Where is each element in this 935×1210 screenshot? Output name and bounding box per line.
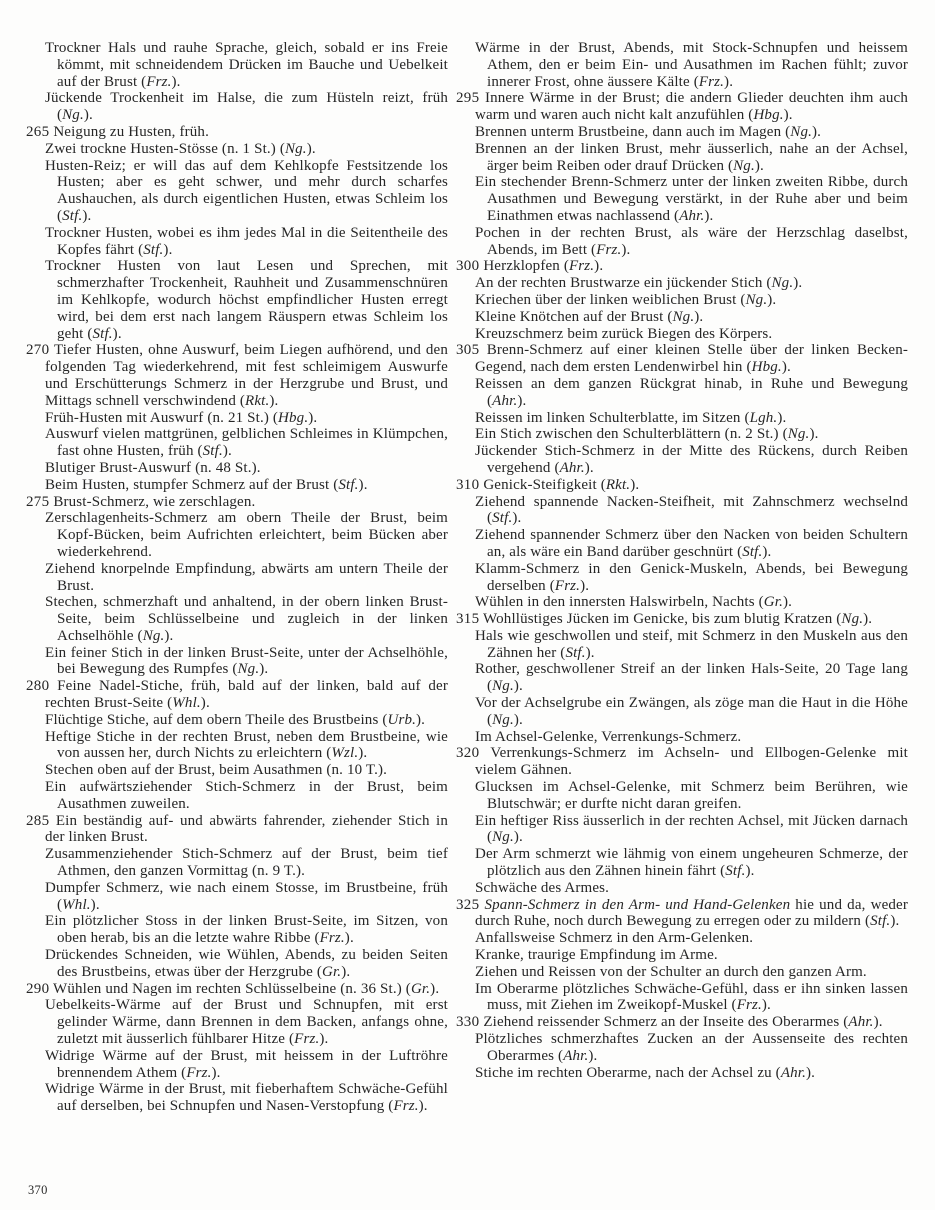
entry-text: Vor der Achselgrube ein Zwängen, als zöge man die Haut in die Höhe ( — [475, 695, 908, 728]
entry-text: Tiefer Husten, ohne Auswurf, beim Liegen aufhörend, und den folgenden Tag wiederkehrend, mit fest schleimigem Auswurfe und Erschütterungs Schmerz in der Herzgrube und Brust, und Mittags schnell verschwindend ( — [45, 342, 448, 409]
symptom-entry — [26, 225, 448, 259]
entry-text: ). — [90, 896, 100, 913]
entry-text: ). — [761, 997, 771, 1014]
entry-text: Dumpfer Schmerz, wie nach einem Stosse, im Brustbeine, früh ( — [45, 879, 448, 913]
entry-text: ). — [341, 963, 351, 980]
entry-text: ). — [259, 661, 269, 678]
symptom-entry — [26, 1081, 448, 1115]
entry-text: ). — [83, 107, 93, 124]
italic-text: Urb. — [387, 711, 417, 728]
entry-text: Ein Stich zwischen den Schulterblättern (n. 2 St.) ( — [475, 426, 788, 443]
entry-number: 325 — [456, 896, 480, 913]
entry-text: Der Arm schmerzt wie lähmig von einem ungeheuren Schmerze, der plötzlich aus den Zähnen hinein fährt ( — [475, 846, 908, 880]
page-number: 370 — [28, 1183, 48, 1197]
entry-text: ). — [512, 510, 522, 527]
entry-text: Zerschlagenheits-Schmerz am obern Theile der Brust, beim Kopf-Bücken, beim Aufrichten erleichtert, beim Bücken aber wiederkehrend. — [45, 510, 448, 560]
italic-text: Wzl. — [331, 745, 359, 762]
symptom-entry — [26, 712, 448, 729]
entry-text: Stiche im rechten Oberarme, nach der Achsel zu ( — [475, 1064, 781, 1081]
entry-text: Trockner Husten, wobei es ihm jedes Mal in die Seitentheile des Kopfes fährt ( — [45, 224, 448, 258]
entry-text: ). — [890, 913, 900, 930]
symptom-entry — [26, 779, 448, 813]
symptom-entry — [456, 225, 908, 259]
entry-number: 315 — [456, 611, 480, 628]
symptom-entry — [456, 947, 908, 964]
entry-text: Klamm-Schmerz in den Genick-Muskeln, Abends, bei Bewegung derselben ( — [475, 560, 908, 594]
entry-text: Anfallsweise Schmerz in den Arm-Gelenken. — [475, 930, 754, 947]
italic-text: Stf. — [92, 325, 113, 342]
column-right — [456, 40, 908, 1115]
entry-text: Brennen unterm Brustbeine, dann auch im Magen ( — [475, 123, 791, 140]
italic-text: Spann-Schmerz in den Arm- und Hand-Gelenken — [484, 896, 791, 913]
entry-text: Ein aufwärtsziehender Stich-Schmerz in der Brust, beim Ausathmen zuweilen. — [45, 779, 448, 812]
symptom-entry — [456, 326, 908, 343]
symptom-entry — [456, 90, 908, 124]
entry-text: ). — [745, 863, 755, 880]
entry-text: Kleine Knötchen auf der Brust ( — [475, 308, 673, 325]
entry-text: ). — [621, 241, 631, 258]
entry-text: Zwei trockne Husten-Stösse (n. 1 St.) ( — [45, 140, 285, 157]
entry-text: ). — [767, 291, 777, 308]
symptom-entry — [456, 846, 908, 880]
entry-text: ). — [306, 140, 316, 157]
entry-text: Ziehend spannender Schmerz über den Nacken von beiden Schultern an, als wäre ein Band darüber geschnürt ( — [475, 527, 908, 560]
italic-text: Ng. — [142, 627, 165, 644]
column-left — [26, 40, 448, 1115]
symptom-entry — [26, 477, 448, 494]
entry-text: Reissen im linken Schulterblatte, im Sitzen ( — [475, 409, 750, 426]
entry-text: ). — [513, 829, 523, 846]
symptom-entry — [456, 40, 908, 90]
italic-text: Frz. — [294, 1031, 320, 1048]
symptom-entry — [26, 846, 448, 880]
italic-text: Ahr. — [559, 459, 585, 476]
symptom-entry — [456, 611, 908, 628]
italic-text: Stf. — [143, 241, 164, 258]
entry-text: Wühlen und Nagen im rechten Schlüsselbeine (n. 36 St.) ( — [53, 980, 411, 997]
symptom-entry — [456, 628, 908, 662]
entry-text: Glucksen im Achsel-Gelenke, mit Schmerz beim Berühren, wie Blutschwär; er durfte nicht daran greifen. — [475, 779, 908, 812]
symptom-entry — [26, 729, 448, 763]
entry-text: ). — [171, 73, 181, 90]
italic-text: Ng. — [62, 107, 84, 124]
entry-text: Kranke, traurige Empfindung im Arme. — [475, 947, 718, 964]
entry-number: 285 — [26, 812, 50, 829]
entry-text: ). — [704, 207, 714, 224]
entry-text: Ziehend spannende Nacken-Steifheit, mit Zahnschmerz wechselnd ( — [475, 493, 908, 527]
entry-text: Wohllüstiges Jücken im Genicke, bis zum blutig Kratzen ( — [483, 611, 842, 628]
symptom-entry — [456, 477, 908, 494]
symptom-entry — [456, 930, 908, 947]
symptom-entry — [456, 124, 908, 141]
symptom-entry — [26, 762, 448, 779]
entry-text: ). — [163, 241, 173, 258]
italic-text: Frz. — [393, 1098, 419, 1115]
entry-text: Ein feiner Stich in der linken Brust-Seite, unter der Achselhöhle, bei Bewegung des Rumpfes ( — [45, 644, 448, 678]
entry-text: Neigung zu Husten, früh. — [53, 123, 209, 140]
entry-text: ). — [513, 711, 523, 728]
symptom-entry — [456, 494, 908, 528]
entry-text: ). — [416, 711, 426, 728]
symptom-entry — [26, 141, 448, 158]
entry-number: 265 — [26, 123, 50, 140]
italic-text: Hbg. — [278, 409, 309, 426]
entry-text: Flüchtige Stiche, auf dem obern Theile des Brustbeins ( — [45, 711, 388, 728]
italic-text: Ahr. — [492, 392, 518, 409]
entry-text: ). — [418, 1098, 428, 1115]
symptom-entry — [26, 426, 448, 460]
entry-text: ). — [211, 1064, 221, 1081]
entry-text: ). — [762, 543, 772, 560]
symptom-entry — [456, 141, 908, 175]
entry-text: Kriechen über der linken weiblichen Brust ( — [475, 291, 746, 308]
symptom-entry — [26, 410, 448, 427]
entry-text: Pochen in der rechten Brust, als wäre der Herzschlag daselbst, Abends, im Bett ( — [475, 224, 908, 258]
italic-text: Ng. — [771, 275, 794, 292]
entry-text: ). — [793, 275, 803, 292]
entry-text: ). — [164, 627, 174, 644]
italic-text: Ng. — [492, 678, 514, 695]
entry-text: ). — [222, 443, 232, 460]
entry-text: ). — [783, 107, 793, 124]
symptom-entry — [456, 292, 908, 309]
entry-text: Stechen oben auf der Brust, beim Ausathmen (n. 10 T.). — [45, 762, 388, 779]
italic-text: Stf. — [725, 863, 746, 880]
entry-text: ). — [430, 980, 440, 997]
entry-text: Husten-Reiz; er will das auf dem Kehlkopfe Festsitzende los Husten; aber es geht schwer, und mehr durch scharfes Aushauchen, als durch eigentlichen Husten, etwas Schleim los ( — [45, 157, 448, 224]
entry-text: ). — [806, 1064, 816, 1081]
symptom-entry — [456, 661, 908, 695]
entry-text: ). — [585, 644, 595, 661]
entry-text: Uebelkeits-Wärme auf der Brust und Schnupfen, mit erst gelinder Wärme, dann Brennen in dem Backen, anfangs ohne, zuletzt mit äusserlich fühlbarer Hitze ( — [45, 997, 448, 1048]
italic-text: Frz. — [146, 73, 172, 90]
italic-text: Stf. — [62, 207, 83, 224]
symptom-entry — [456, 376, 908, 410]
italic-text: Rkt. — [605, 476, 631, 493]
entry-text: ). — [588, 1047, 598, 1064]
italic-text: Rkt. — [245, 392, 270, 409]
entry-text: ). — [517, 392, 527, 409]
italic-text: Stf. — [492, 510, 513, 527]
entry-text: ). — [630, 476, 640, 493]
entry-text: Drückendes Schneiden, wie Wühlen, Abends, zu beiden Seiten des Brustbeins, etwas über der Herzgrube ( — [45, 947, 448, 980]
symptom-entry — [456, 729, 908, 746]
entry-text: Verrenkungs-Schmerz im Achseln- und Ellbogen-Gelenke mit vielem Gähnen. — [475, 745, 908, 779]
entry-text: Brennen an der linken Brust, mehr äusserlich, nahe an der Achsel, ärger beim Reiben oder drauf Drücken ( — [475, 140, 908, 174]
entry-text: Ziehend knorpelnde Empfindung, abwärts am untern Theile der Brust. — [45, 560, 448, 594]
entry-text: Reissen an dem ganzen Rückgrat hinab, in Ruhe und Bewegung ( — [475, 375, 908, 409]
entry-text: hie und da, weder durch Ruhe, noch durch Bewegung zu erregen oder zu mildern ( — [475, 896, 908, 930]
symptom-entry — [26, 158, 448, 225]
italic-text: Ng. — [745, 291, 768, 308]
symptom-entry — [26, 913, 448, 947]
italic-text: Whl. — [172, 695, 201, 712]
symptom-entry — [26, 880, 448, 914]
symptom-entry — [26, 40, 448, 90]
italic-text: Ng. — [790, 123, 813, 140]
symptom-entry — [26, 645, 448, 679]
entry-text: Hals wie geschwollen und steif, mit Schmerz in den Muskeln aus den Zähnen her ( — [475, 627, 908, 661]
symptom-entry — [26, 947, 448, 981]
entry-text: An der rechten Brustwarze ein jückender Stich ( — [475, 275, 772, 292]
symptom-entry — [26, 813, 448, 847]
italic-text: Ahr. — [563, 1047, 589, 1064]
entry-text: Beim Husten, stumpfer Schmerz auf der Brust ( — [45, 476, 339, 493]
entry-text: ). — [200, 695, 210, 712]
italic-text: Ng. — [672, 308, 695, 325]
italic-text: Frz. — [319, 930, 345, 947]
entry-text: Ein stechender Brenn-Schmerz unter der linken zweiten Ribbe, durch Ausathmen und Bewegung verstärkt, in der Ruhe aber und beim Einathmen etwas nachlassend ( — [475, 174, 908, 224]
symptom-entry — [456, 1014, 908, 1031]
symptom-entry — [456, 880, 908, 897]
entry-text: Trockner Husten von laut Lesen und Sprechen, mit schmerzhafter Trockenheit, Rauhheit und Zusammenschnüren im Kehlkopfe, wodurch höchst empfindlicher Husten erregt wird, bei dem erst nach langem Räuspern etwas Schleim los geht ( — [45, 258, 448, 342]
symptom-entry — [26, 342, 448, 409]
italic-text: Frz. — [568, 258, 595, 275]
symptom-entry — [26, 678, 448, 712]
entry-number: 300 — [456, 258, 480, 275]
symptom-entry — [456, 1031, 908, 1065]
entry-text: Stechen, schmerzhaft und anhaltend, in der obern linken Brust-Seite, beim Schlüsselbeine und zugleich in der linken Achselhöhle ( — [45, 594, 448, 644]
italic-text: Ng. — [492, 829, 514, 846]
entry-text: ). — [580, 577, 590, 594]
symptom-entry — [456, 258, 908, 275]
entry-text: ). — [863, 611, 873, 628]
entry-text: Plötzliches schmerzhaftes Zucken an der Aussenseite des rechten Oberarmes ( — [475, 1031, 908, 1064]
italic-text: Stf. — [742, 543, 763, 560]
italic-text: Whl. — [62, 896, 91, 913]
entry-text: Jückender Stich-Schmerz in der Mitte des Rückens, durch Reiben vergehend ( — [475, 443, 908, 476]
entry-text: Trockner Hals und rauhe Sprache, gleich, sobald er ins Freie kömmt, mit schneidendem Drücken im Bauche und Uebelkeit auf der Brust ( — [45, 40, 448, 90]
symptom-entry — [456, 594, 908, 611]
entry-text: Wühlen in den innersten Halswirbeln, Nachts ( — [475, 594, 764, 611]
italic-text: Frz. — [596, 241, 622, 258]
entry-text: ). — [112, 325, 122, 342]
entry-text: Ziehen und Reissen von der Schulter an durch den ganzen Arm. — [475, 963, 867, 980]
symptom-entry — [456, 981, 908, 1015]
entry-text: Brust-Schmerz, wie zerschlagen. — [53, 493, 256, 510]
entry-text: ). — [308, 409, 318, 426]
italic-text: Ng. — [284, 140, 307, 157]
entry-text: ). — [513, 678, 523, 695]
symptom-entry — [456, 779, 908, 813]
entry-text: Jückende Trockenheit im Halse, die zum Hüsteln reizt, früh ( — [45, 90, 448, 124]
symptom-entry — [26, 1048, 448, 1082]
entry-number: 330 — [456, 1014, 480, 1031]
entry-number: 280 — [26, 678, 50, 695]
entry-number: 270 — [26, 342, 50, 359]
entry-text: ). — [319, 1031, 329, 1048]
entry-text: Ein beständig auf- und abwärts fahrender, ziehender Stich in der linken Brust. — [45, 812, 448, 846]
entry-text: ). — [358, 476, 368, 493]
symptom-entry — [456, 443, 908, 477]
entry-text: ). — [754, 157, 764, 174]
entry-text: Kreuzschmerz beim zurück Biegen des Körpers. — [475, 325, 773, 342]
italic-text: Frz. — [698, 73, 725, 90]
entry-text: ). — [777, 409, 787, 426]
entry-text: Herzklopfen ( — [483, 258, 569, 275]
entry-text: ). — [82, 207, 92, 224]
entry-text: Im Achsel-Gelenke, Verrenkungs-Schmerz. — [475, 728, 742, 745]
entry-text: ). — [809, 426, 819, 443]
entry-text: Rother, geschwollener Streif an der linken Hals-Seite, 20 Tage lang ( — [475, 661, 908, 695]
symptom-entry — [26, 561, 448, 595]
symptom-entry — [456, 410, 908, 427]
italic-text: Ng. — [237, 661, 260, 678]
entry-text: Genick-Steifigkeit ( — [483, 476, 606, 493]
italic-text: Stf. — [338, 476, 359, 493]
entry-text: Blutiger Brust-Auswurf (n. 48 St.). — [45, 459, 261, 476]
symptom-entry — [456, 174, 908, 224]
entry-text: Ziehend reissender Schmerz an der Inseite des Oberarmes ( — [483, 1014, 849, 1031]
symptom-entry — [26, 594, 448, 644]
entry-text: Früh-Husten mit Auswurf (n. 21 St.) ( — [45, 409, 279, 426]
symptom-entry — [26, 981, 448, 998]
entry-text: Auswurf vielen mattgrünen, gelblichen Schleimes in Klümpchen, fast ohne Husten, früh ( — [45, 426, 448, 460]
entry-text: Widrige Wärme in der Brust, mit fieberhaftem Schwäche-Gefühl auf derselben, bei Schnupfen und Nasen-Verstopfung ( — [45, 1081, 448, 1115]
italic-text: Stf. — [565, 644, 586, 661]
entry-text: ). — [344, 930, 354, 947]
entry-number: 305 — [456, 342, 480, 359]
symptom-entry — [456, 342, 908, 376]
symptom-entry — [456, 695, 908, 729]
entry-text: ). — [594, 258, 604, 275]
symptom-entry — [456, 897, 908, 931]
italic-text: Ng. — [787, 426, 810, 443]
symptom-entry — [456, 561, 908, 595]
entry-number: 275 — [26, 493, 50, 510]
italic-text: Ahr. — [679, 207, 705, 224]
italic-text: Ng. — [733, 157, 755, 174]
italic-text: Frz. — [186, 1064, 212, 1081]
entry-text: ). — [694, 308, 704, 325]
entry-text: ). — [584, 459, 594, 476]
italic-text: Ahr. — [780, 1064, 807, 1081]
entry-text: Brenn-Schmerz auf einer kleinen Stelle über der linken Becken-Gegend, nach dem ersten Lendenwirbel hin ( — [475, 342, 908, 376]
entry-text: Schwäche des Armes. — [475, 879, 610, 896]
symptom-entry — [26, 124, 448, 141]
symptom-entry — [26, 997, 448, 1047]
italic-text: Lgh. — [749, 409, 778, 426]
symptom-entry — [456, 527, 908, 561]
symptom-entry — [26, 494, 448, 511]
symptom-entry — [456, 309, 908, 326]
entry-text: Feine Nadel-Stiche, früh, bald auf der linken, bald auf der rechten Brust-Seite ( — [45, 678, 448, 712]
entry-text: Zusammenziehender Stich-Schmerz auf der Brust, beim tief Athmen, den ganzen Vormittag (n. 9 T.). — [45, 846, 448, 880]
entry-text: Heftige Stiche in der rechten Brust, neben dem Brustbeine, wie von aussen her, durch Nichts zu erleichtern ( — [45, 728, 448, 762]
symptom-entry — [456, 813, 908, 847]
entry-text: ). — [812, 123, 822, 140]
entry-number: 310 — [456, 476, 480, 493]
italic-text: Stf. — [870, 913, 891, 930]
italic-text: Ng. — [492, 711, 514, 728]
symptom-entry — [26, 510, 448, 560]
entry-text: Im Oberarme plötzliches Schwäche-Gefühl, dass er ihn sinken lassen muss, mit Ziehen im Zweikopf-Muskel ( — [475, 980, 908, 1014]
symptom-entry — [456, 426, 908, 443]
entry-text: ). — [269, 392, 279, 409]
entry-text: Wärme in der Brust, Abends, mit Stock-Schnupfen und heissem Athem, den er beim Ein- und Ausathmen im Rachen fühlt; zuvor innerer Frost, ohne äussere Kälte ( — [475, 40, 908, 90]
symptom-entry — [456, 275, 908, 292]
entry-number: 290 — [26, 980, 50, 997]
entry-text: ). — [724, 73, 734, 90]
symptom-entry — [456, 745, 908, 779]
symptom-entry — [456, 1065, 908, 1082]
entry-text: Ein plötzlicher Stoss in der linken Brust-Seite, im Sitzen, von oben herab, bis an die letzte wahre Ribbe ( — [45, 913, 448, 947]
symptom-entry — [456, 964, 908, 981]
entry-text: Ein heftiger Riss äusserlich in der rechten Achsel, mit Jücken darnach ( — [475, 812, 908, 846]
entry-text: ). — [781, 359, 791, 376]
entry-text: ). — [782, 594, 793, 611]
italic-text: Ng. — [841, 611, 864, 628]
entry-text: ). — [873, 1014, 883, 1031]
entry-number: 320 — [456, 745, 480, 762]
symptom-entry — [26, 460, 448, 477]
italic-text: Frz. — [554, 577, 581, 594]
italic-text: Hbg. — [753, 107, 784, 124]
entry-text: ). — [358, 745, 368, 762]
entry-text: Widrige Wärme auf der Brust, mit heissem in der Luftröhre brennendem Athem ( — [45, 1047, 448, 1081]
symptom-entry — [26, 258, 448, 342]
entry-text: Innere Wärme in der Brust; die andern Glieder deuchten ihm auch warm und waren auch nicht kalt anzufühlen ( — [475, 90, 908, 124]
symptom-entry — [26, 90, 448, 124]
italic-text: Gr. — [763, 594, 783, 611]
italic-text: Gr. — [410, 980, 431, 997]
italic-text: Hbg. — [751, 359, 782, 376]
italic-text: Ahr. — [848, 1014, 874, 1031]
entry-number: 295 — [456, 90, 480, 107]
italic-text: Gr. — [321, 963, 342, 980]
italic-text: Stf. — [202, 443, 223, 460]
italic-text: Frz. — [736, 997, 762, 1014]
